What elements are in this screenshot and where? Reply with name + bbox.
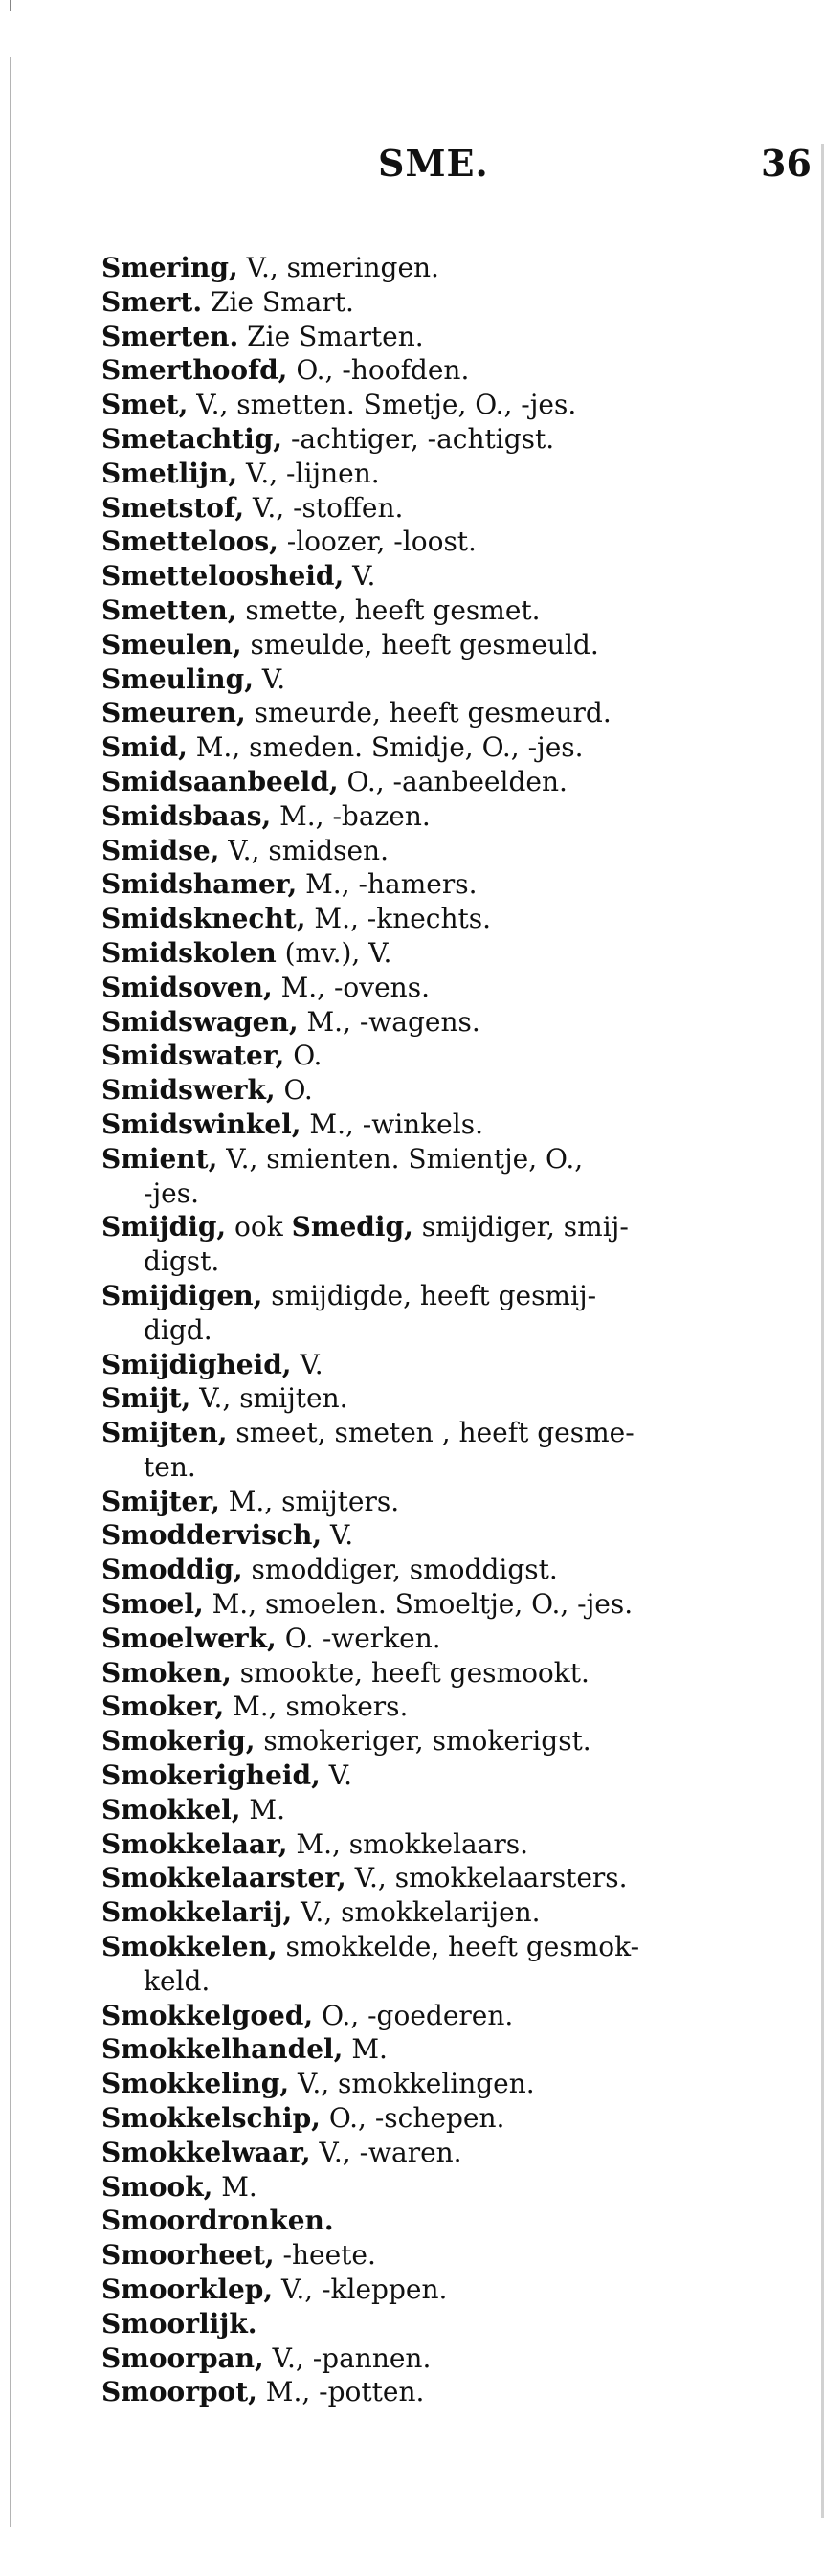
entry-definition: -loozer, -loost. (278, 526, 477, 558)
entry-headword: Smoddervisch, (101, 1519, 323, 1552)
entry-headword: Smetteloosheid, (101, 560, 345, 593)
entry-headword: Smoorlijk. (101, 2307, 257, 2340)
entry-definition: smeurde, heeft gesmeurd. (245, 697, 612, 729)
entry-definition: V., smidsen. (219, 834, 389, 866)
dictionary-entry (101, 525, 791, 559)
entry-headword: Smetteloos, (101, 526, 278, 558)
dictionary-entry (101, 1793, 791, 1827)
entry-definition: O., -goederen. (313, 1999, 514, 2031)
dictionary-entry (101, 1279, 791, 1313)
dictionary-entry (101, 2067, 791, 2101)
dictionary-entry (101, 1381, 791, 1416)
entry-headword: Smoordronken. (101, 2205, 334, 2237)
dictionary-entry (101, 1690, 791, 1724)
entry-definition: M., -ovens. (272, 971, 430, 1003)
entry-headword: Smidsoven, (101, 971, 273, 1003)
entry-definition: V., smetten. Smetje, O., -jes. (188, 389, 577, 421)
entry-definition: V., -stoffen. (244, 491, 404, 524)
entry-definition: M., -bazen. (271, 799, 431, 832)
entry-headword: Smokkelaarster, (101, 1862, 346, 1894)
dictionary-entry (101, 1930, 791, 1964)
entry-headword: Smidse, (101, 834, 220, 866)
page-number: 36 (761, 142, 812, 185)
dictionary-entry (101, 1895, 791, 1930)
entry-headword: Smokkelhandel, (101, 2033, 344, 2066)
entry-headword: Smid, (101, 731, 188, 764)
dictionary-entry (101, 730, 791, 765)
entry-definition: ook (226, 1211, 292, 1243)
entry-headword: Smokerig, (101, 1725, 256, 1758)
entry-headword: Smidsaanbeeld, (101, 765, 339, 797)
entry-definition: (mv.), V. (276, 936, 392, 969)
entry-headword: Smokkelarij, (101, 1896, 293, 1929)
dictionary-entry (101, 1039, 791, 1073)
dictionary-entry (101, 1142, 791, 1176)
dictionary-entry (101, 2101, 791, 2136)
entry-headword: Smokkel, (101, 1793, 241, 1826)
entry-definition: M., smokkelaars. (287, 1827, 529, 1860)
dictionary-entry (101, 1518, 791, 1553)
entry-definition: V., -waren. (310, 2136, 462, 2168)
entry-headword: Smidswagen, (101, 1005, 299, 1038)
entry-definition: M., smokers. (224, 1691, 409, 1723)
dictionary-entry (101, 594, 791, 628)
entry-definition: smokkelde, heeft gesmok- (277, 1931, 640, 1963)
entry-definition: O., -hoofden. (287, 354, 470, 387)
dictionary-entries (101, 251, 791, 2409)
entry-headword: Smijdigheid, (101, 1348, 292, 1380)
dictionary-entry (101, 1553, 791, 1587)
dictionary-entry (101, 971, 791, 1005)
entry-definition: V. (344, 560, 376, 593)
entry-headword: Smoorheet, (101, 2239, 275, 2272)
dictionary-entry (101, 1587, 791, 1622)
entry-definition: V. (322, 1519, 354, 1552)
entry-continuation-line (101, 1450, 791, 1485)
entry-continuation-line (101, 1313, 791, 1348)
entry-definition: -jes. (144, 1176, 199, 1209)
dictionary-entry (101, 1758, 791, 1793)
dictionary-entry (101, 251, 791, 285)
entry-definition: M., -winkels. (301, 1108, 483, 1140)
entry-definition: smoddiger, smoddigst. (242, 1554, 558, 1586)
dictionary-entry (101, 696, 791, 730)
dictionary-entry (101, 422, 791, 457)
entry-definition: V., -kleppen. (273, 2274, 448, 2306)
entry-headword: Smidswater, (101, 1040, 285, 1072)
entry-headword: Smetlijn, (101, 457, 238, 489)
dictionary-entry (101, 1348, 791, 1382)
entry-definition: smijdigde, heeft gesmij- (262, 1279, 597, 1311)
dictionary-entry (101, 1485, 791, 1519)
dictionary-entry (101, 628, 791, 662)
dictionary-entry (101, 765, 791, 799)
dictionary-entry (101, 1656, 791, 1691)
entry-headword: Smoker, (101, 1691, 225, 1723)
entry-headword: Smokkelschip, (101, 2102, 321, 2135)
dictionary-entry (101, 1724, 791, 1758)
entry-headword: Smoel, (101, 1588, 204, 1621)
entry-headword: Smidskolen (101, 936, 277, 969)
entry-definition: O., -schepen. (320, 2102, 505, 2135)
entry-headword: Smijdigen, (101, 1279, 263, 1311)
entry-headword: Smetten, (101, 594, 237, 626)
entry-headword: Smokerigheid, (101, 1759, 321, 1792)
entry-headword: Smoddig, (101, 1554, 243, 1586)
entry-definition: smeet, smeten , heeft gesme- (227, 1417, 635, 1449)
entry-definition: M. (240, 1793, 286, 1826)
entry-definition: M. (212, 2170, 257, 2203)
entry-definition: M., -knechts. (305, 903, 492, 935)
entry-headword: Smoorklep, (101, 2274, 274, 2306)
entry-headword: Smidswerk, (101, 1074, 276, 1107)
entry-headword: Smidswinkel, (101, 1108, 301, 1140)
page-edge-line (10, 0, 11, 2576)
dictionary-entry (101, 2204, 791, 2238)
dictionary-entry (101, 1108, 791, 1142)
entry-definition: smijdiger, smij- (412, 1211, 629, 1243)
entry-continuation-line (101, 1964, 791, 1999)
entry-headword: Smerten. (101, 320, 239, 352)
entry-definition: O. (284, 1040, 323, 1072)
entry-definition: V., smokkelingen. (289, 2068, 535, 2100)
dictionary-entry (101, 353, 791, 388)
entry-headword: Smeulen, (101, 628, 242, 661)
entry-headword: Smidsbaas, (101, 799, 272, 832)
entry-headword: Smert. (101, 285, 203, 318)
dictionary-entry (101, 2170, 791, 2205)
dictionary-entry (101, 2341, 791, 2376)
entry-headword-variant: Smedig, (291, 1211, 413, 1243)
entry-headword: Smoorpan, (101, 2341, 264, 2374)
entry-definition: digst. (144, 1245, 220, 1278)
dictionary-entry (101, 2032, 791, 2067)
dictionary-entry (101, 1861, 791, 1895)
dictionary-entry (101, 834, 791, 868)
entry-definition: smokeriger, smokerigst. (255, 1725, 591, 1758)
dictionary-entry (101, 320, 791, 354)
entry-headword: Smoelwerk, (101, 1622, 277, 1654)
entry-definition: smeulde, heeft gesmeuld. (241, 628, 599, 661)
entry-headword: Smeuren, (101, 697, 246, 729)
dictionary-entry (101, 457, 791, 491)
entry-headword: Smerthoofd, (101, 354, 288, 387)
entry-definition: -heete. (274, 2239, 376, 2272)
entry-definition: digd. (144, 1313, 212, 1346)
dictionary-entry (101, 2136, 791, 2170)
entry-definition: V., -lijnen. (237, 457, 380, 489)
entry-headword: Smijt, (101, 1382, 191, 1415)
entry-continuation-line (101, 1244, 791, 1279)
dictionary-entry (101, 1416, 791, 1450)
entry-definition: M. (343, 2033, 388, 2066)
dictionary-entry (101, 491, 791, 526)
entry-headword: Smokkelen, (101, 1931, 278, 1963)
entry-definition: smookte, heeft gesmookt. (231, 1656, 590, 1689)
entry-definition: V. (320, 1759, 352, 1792)
entry-definition: V. (253, 662, 286, 695)
dictionary-entry (101, 1210, 791, 1244)
dictionary-entry (101, 1999, 791, 2033)
entry-definition: smette, heeft gesmet. (236, 594, 541, 626)
entry-headword: Smetstof, (101, 491, 245, 524)
entry-definition: Zie Smart. (202, 285, 354, 318)
entry-headword: Smetachtig, (101, 422, 283, 455)
entry-definition: M., smijters. (219, 1485, 400, 1517)
entry-definition: M., -hamers. (297, 868, 478, 901)
entry-definition: M., smoelen. Smoeltje, O., -jes. (203, 1588, 634, 1621)
dictionary-entry (101, 867, 791, 902)
dictionary-entry (101, 559, 791, 594)
entry-definition: keld. (144, 1964, 211, 1997)
entry-headword: Smoken, (101, 1656, 232, 1689)
entry-definition: O., -aanbeelden. (338, 765, 568, 797)
entry-headword: Smokkelaar, (101, 1827, 288, 1860)
dictionary-entry (101, 2238, 791, 2273)
dictionary-entry (101, 2273, 791, 2307)
entry-headword: Smijten, (101, 1417, 228, 1449)
dictionary-entry (101, 1073, 791, 1108)
section-heading: SME. (378, 142, 489, 185)
entry-headword: Smet, (101, 389, 189, 421)
entry-definition: V., -pannen. (263, 2341, 432, 2374)
entry-definition: M., smeden. Smidje, O., -jes. (187, 731, 584, 764)
dictionary-entry (101, 799, 791, 834)
dictionary-entry (101, 1622, 791, 1656)
entry-definition: O. (275, 1074, 313, 1107)
entry-definition: M., -potten. (256, 2376, 425, 2408)
entry-definition: -achtiger, -achtigst. (282, 422, 555, 455)
entry-headword: Smidsknecht, (101, 903, 306, 935)
entry-headword: Smoorpot, (101, 2376, 257, 2408)
entry-headword: Smeuling, (101, 662, 254, 695)
dictionary-entry (101, 662, 791, 697)
entry-definition: V., smienten. Smientje, O., (217, 1142, 584, 1175)
entry-definition: ten. (144, 1450, 196, 1483)
dictionary-entry (101, 2307, 791, 2341)
entry-definition: M., -wagens. (298, 1005, 480, 1038)
entry-definition: V., smeringen. (237, 252, 439, 283)
dictionary-entry (101, 902, 791, 936)
entry-headword: Smering, (101, 252, 238, 283)
dictionary-entry (101, 936, 791, 971)
dictionary-entry (101, 1827, 791, 1862)
entry-definition: Zie Smarten. (238, 320, 424, 352)
entry-definition: O. -werken. (276, 1622, 441, 1654)
entry-definition: V., smijten. (190, 1382, 348, 1415)
entry-headword: Smijter, (101, 1485, 220, 1517)
entry-headword: Smook, (101, 2170, 213, 2203)
entry-definition: V., smokkelarijen. (292, 1896, 541, 1929)
dictionary-entry (101, 1005, 791, 1040)
entry-headword: Smokkelgoed, (101, 1999, 314, 2031)
entry-headword: Smient, (101, 1142, 218, 1175)
dictionary-entry (101, 285, 791, 320)
entry-headword: Smokkelwaar, (101, 2136, 311, 2168)
dictionary-entry (101, 388, 791, 422)
entry-headword: Smijdig, (101, 1211, 227, 1243)
entry-headword: Smokkeling, (101, 2068, 290, 2100)
entry-definition: V., smokkelaarsters. (345, 1862, 628, 1894)
entry-headword: Smidshamer, (101, 868, 298, 901)
entry-definition: V. (291, 1348, 323, 1380)
page-header (0, 142, 824, 190)
dictionary-entry (101, 2375, 791, 2409)
entry-continuation-line (101, 1176, 791, 1211)
